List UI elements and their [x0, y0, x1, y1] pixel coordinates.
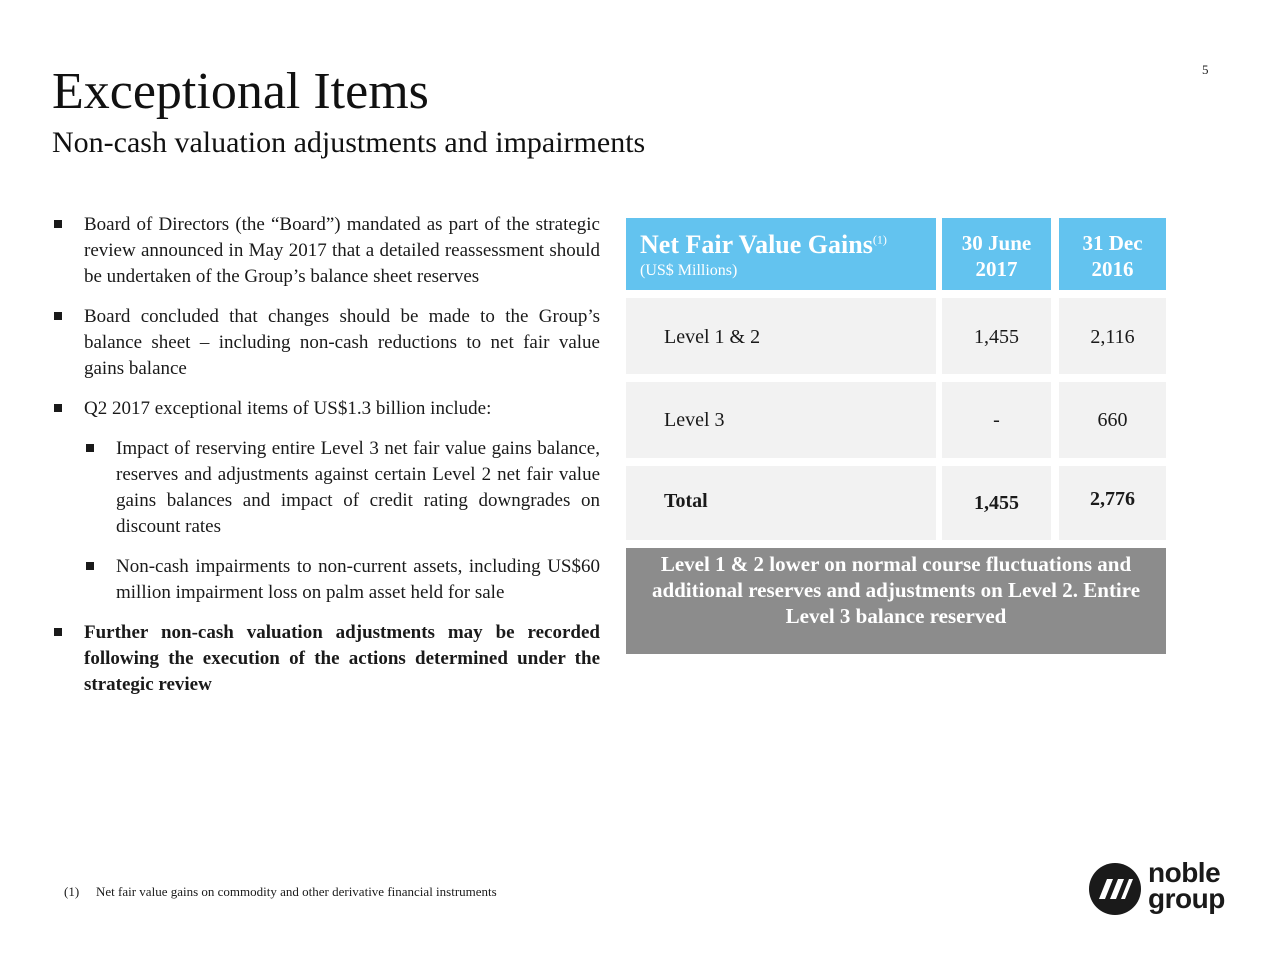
bullet-further-adjustments: Further non-cash valuation adjustments may be recorded following the execution of the actions determined under the strategic review [52, 620, 600, 698]
table-unit: (US$ Millions) [640, 262, 738, 279]
table-header-2017: 30 June 2017 [942, 218, 1051, 290]
table-cell-level3-2016: 660 [1059, 382, 1166, 458]
table-title-footnote-mark: (1) [872, 232, 887, 247]
row-label-level12: Level 1 & 2 [664, 326, 761, 348]
bullet-board-concluded: Board concluded that changes should be made to the Group’s balance sheet – including non-cash reductions to net fair value gains balance [52, 304, 600, 382]
table-row-level12-label-cell [626, 298, 936, 374]
table-cell-level12-2017: 1,455 [942, 298, 1051, 374]
table-title: Net Fair Value Gains$^{(1)}$ [640, 230, 887, 259]
bullet-list [52, 212, 600, 712]
page-number: 5 [1202, 62, 1209, 77]
noble-group-logo [1088, 857, 1238, 920]
sub-bullet-impairments: Non-cash impairments to non-current assets, including US$60 million impairment loss on palm asset held for sale [84, 554, 600, 606]
noble-group-logo-icon [1088, 862, 1142, 916]
footnote-text: Net fair value gains on commodity and other derivative financial instruments [96, 884, 497, 899]
table-cell-level12-2016: 2,116 [1059, 298, 1166, 374]
page-title: Exceptional Items [52, 63, 429, 120]
page-subtitle: Non-cash valuation adjustments and impairments [52, 126, 646, 159]
footnote [64, 884, 497, 900]
level-note-box: Level 1 & 2 lower on normal course fluctuations and additional reserves and adjustments on Level 2. Entire Level 3 balance reserved [626, 548, 1166, 654]
row-label-total: Total [664, 490, 708, 512]
row-label-level3: Level 3 [664, 409, 725, 431]
table-header-title-cell [626, 218, 936, 290]
table-row-level3-label-cell [626, 382, 936, 458]
table-cell-total-2016: 2,776 [1059, 466, 1166, 540]
footnote-mark: (1) [64, 884, 80, 899]
logo-wordmark: noble group [1148, 857, 1225, 914]
bullet-board-mandate: Board of Directors (the “Board”) mandated as part of the strategic review announced in May 2017 that a detailed reassessment should be undertaken of the Group’s balance sheet reserves [52, 212, 600, 290]
table-cell-level3-2017: - [942, 382, 1051, 458]
table-header-2016: 31 Dec 2016 [1059, 218, 1166, 290]
table-cell-total-2017: 1,455 [942, 466, 1051, 540]
bullet-q2-exceptional: Q2 2017 exceptional items of US$1.3 billion include: [52, 396, 600, 422]
table-row-total-label-cell [626, 466, 936, 540]
sub-bullet-level3-reserve: Impact of reserving entire Level 3 net fair value gains balance, reserves and adjustments against certain Level 2 net fair value gains balances and impact of credit rating downgrades on discount rates [84, 436, 600, 540]
